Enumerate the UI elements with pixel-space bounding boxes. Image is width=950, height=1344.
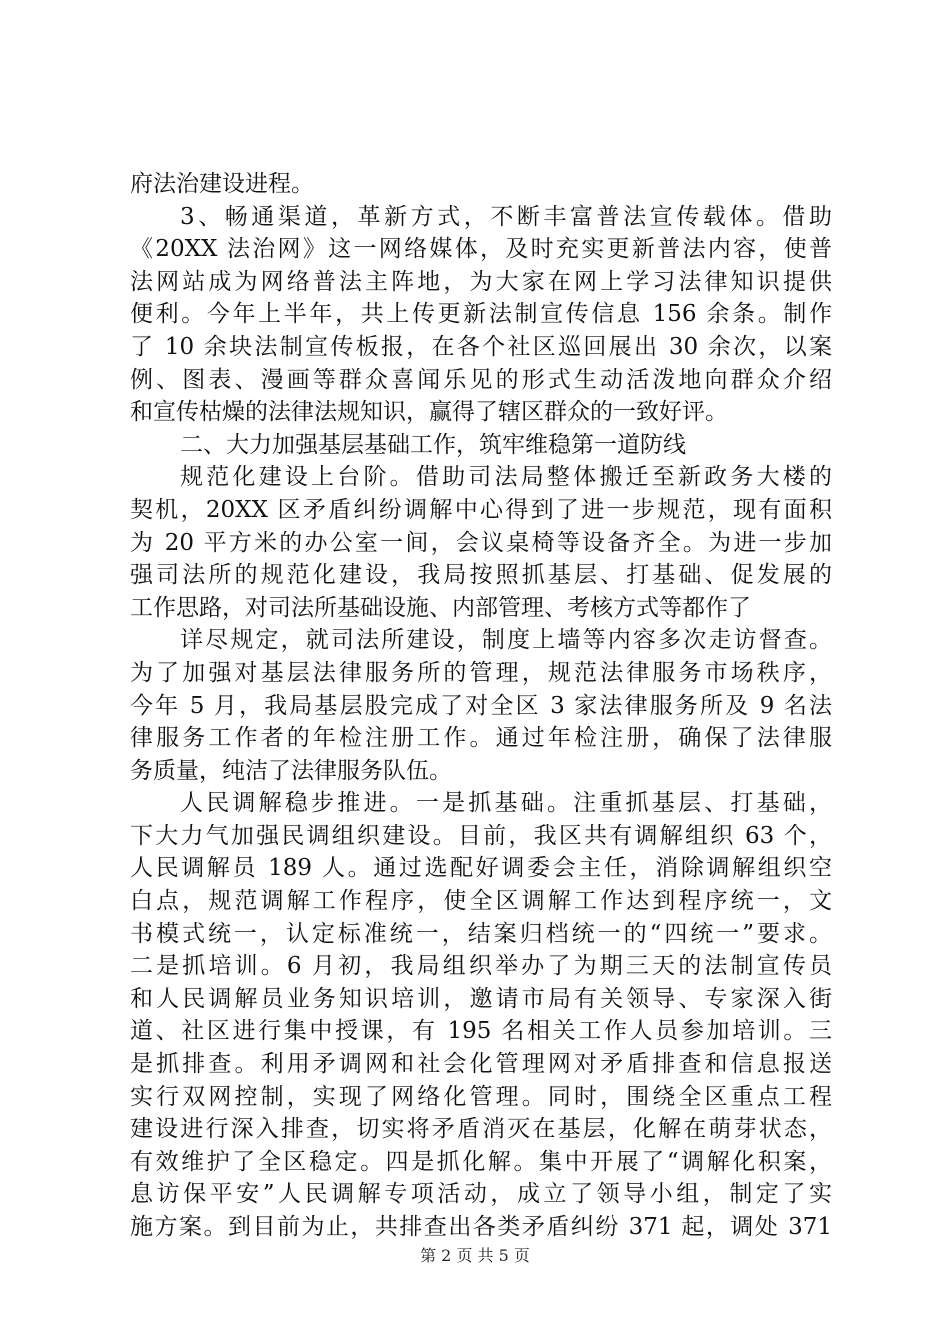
text-line: 建设进行深入排查，切实将矛盾消灭在基层，化解在萌芽状态， [130,1116,832,1143]
text-line: 了 10 余块法制宣传板报，在各个社区巡回展出 30 余次，以案 [130,333,832,360]
page-footer: 第 2 页 共 5 页 [420,1246,530,1265]
text-line: 务质量，纯洁了法律服务队伍。 [130,757,452,784]
document-body [130,168,832,1244]
text-line: 3、畅通渠道，革新方式，不断丰富普法宣传载体。借助 [180,203,832,230]
text-line: 《20XX 法治网》这一网络媒体，及时充实更新普法内容，使普 [130,236,832,263]
text-line: 书模式统一，认定标准统一，结案归档统一的“四统一”要求。 [130,920,832,947]
text-line: 今年 5 月，我局基层股完成了对全区 3 家法律服务所及 9 名法 [130,692,832,719]
text-line: 人民调解稳步推进。一是抓基础。注重抓基层、打基础， [180,790,832,817]
text-line: 是抓排查。利用矛调网和社会化管理网对矛盾排查和信息报送 [130,1051,832,1078]
text-line: 便利。今年上半年，共上传更新法制宣传信息 156 余条。制作 [130,301,832,328]
text-line: 和人民调解员业务知识培训，邀请市局有关领导、专家深入街 [130,985,832,1012]
text-line: 人民调解员 189 人。通过选配好调委会主任，消除调解组织空 [130,855,832,882]
text-line: 契机，20XX 区矛盾纠纷调解中心得到了进一步规范，现有面积 [130,496,832,523]
text-line: 有效维护了全区稳定。四是抓化解。集中开展了“调解化积案， [130,1148,832,1175]
text-line: 施方案。到目前为止，共排查出各类矛盾纠纷 371 起，调处 371 [130,1214,832,1240]
text-line: 白点，规范调解工作程序，使全区调解工作达到程序统一，文 [130,888,832,915]
text-line: 例、图表、漫画等群众喜闻乐见的形式生动活泼地向群众介绍 [130,366,832,393]
text-line: 详尽规定，就司法所建设，制度上墙等内容多次走访督查。 [180,627,832,654]
text-line: 为 20 平方米的办公室一间，会议桌椅等设备齐全。为进一步加 [130,529,832,556]
section-heading: 二、大力加强基层基础工作，筑牢维稳第一道防线 [180,431,686,458]
text-line: 规范化建设上台阶。借助司法局整体搬迁至新政务大楼的 [180,464,832,491]
text-line: 息访保平安”人民调解专项活动，成立了领导小组，制定了实 [130,1181,832,1208]
text-line: 法网站成为网络普法主阵地，为大家在网上学习法律知识提供 [130,268,832,295]
text-line: 强司法所的规范化建设，我局按照抓基层、打基础、促发展的 [130,562,832,589]
text-line: 道、社区进行集中授课，有 195 名相关工作人员参加培训。三 [130,1018,832,1045]
text-line: 府法治建设进程。 [130,171,314,197]
text-line: 实行双网控制，实现了网络化管理。同时，围绕全区重点工程 [130,1083,832,1110]
text-line: 工作思路，对司法所基础设施、内部管理、考核方式等都作了 [130,594,751,621]
text-line: 下大力气加强民调组织建设。目前，我区共有调解组织 63 个， [130,822,832,849]
text-line: 二是抓培训。6 月初，我局组织举办了为期三天的法制宣传员 [130,953,832,980]
text-line: 和宣传枯燥的法律法规知识，赢得了辖区群众的一致好评。 [130,399,728,426]
text-line: 律服务工作者的年检注册工作。通过年检注册，确保了法律服 [130,725,832,752]
text-line: 为了加强对基层法律服务所的管理，规范法律服务市场秩序， [130,659,832,686]
